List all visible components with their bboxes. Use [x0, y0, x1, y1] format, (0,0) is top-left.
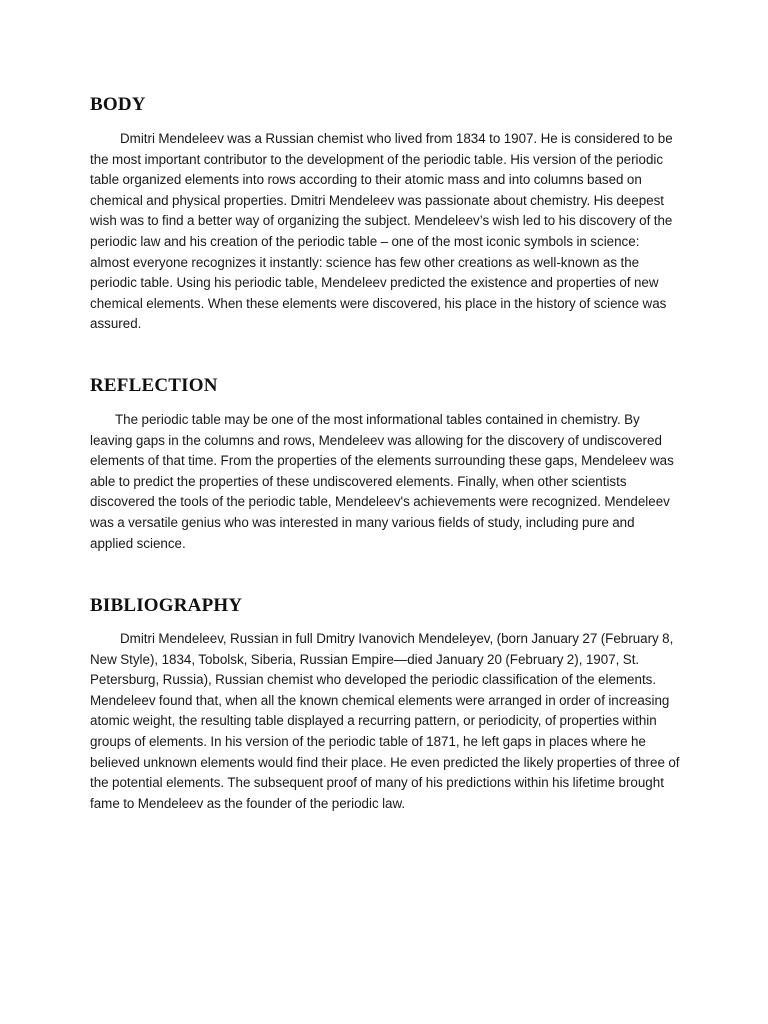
reflection-section [90, 375, 680, 554]
bibliography-heading: BIBLIOGRAPHY [90, 595, 243, 616]
body-section [90, 94, 680, 335]
body-paragraph: Dmitri Mendeleev was a Russian chemist who lived from 1834 to 1907. He is considered to be the most important contributor to the development of the periodic table. His version of the periodic table organized elements into rows according to their atomic mass and into columns based on chemical and physical properties. Dmitri Mendeleev was passionate about chemistry. His deepest wish was to find a better way of organizing the subject. Mendeleev’s wish led to his discovery of the periodic law and his creation of the periodic table – one of the most iconic symbols in science: almost everyone recognizes it instantly: science has few other creations as well-known as the periodic table. Using his periodic table, Mendeleev predicted the existence and properties of new chemical elements. When these elements were discovered, his place in the history of science was assured. [90, 131, 673, 332]
body-heading: BODY [90, 94, 146, 115]
reflection-heading: REFLECTION [90, 375, 218, 396]
bibliography-paragraph: Dmitri Mendeleev, Russian in full Dmitry Ivanovich Mendeleyev, (born January 27 (February 8, New Style), 1834, Tobolsk, Siberia, Russian Empire—died January 20 (February 2), 1907, St. Petersburg, Russia), Russian chemist who developed the periodic classification of the elements. Mendeleev found that, when all the known chemical elements were arranged in order of increasing atomic weight, the resulting table displayed a recurring pattern, or periodicity, of properties within groups of elements. In his version of the periodic table of 1871, he left gaps in places where he believed unknown elements would find their place. He even predicted the likely properties of three of the potential elements. The subsequent proof of many of his predictions within his lifetime brought fame to Mendeleev as the founder of the periodic law. [90, 631, 680, 811]
bibliography-section [90, 595, 680, 814]
reflection-paragraph: The periodic table may be one of the most informational tables contained in chemistry. By leaving gaps in the columns and rows, Mendeleev was allowing for the discovery of undiscovered elements of that time. From the properties of the elements surrounding these gaps, Mendeleev was able to predict the properties of these undiscovered elements. Finally, when other scientists discovered the tools of the periodic table, Mendeleev's achievements were recognized. Mendeleev was a versatile genius who was interested in many various fields of study, including pure and applied science. [90, 412, 674, 551]
